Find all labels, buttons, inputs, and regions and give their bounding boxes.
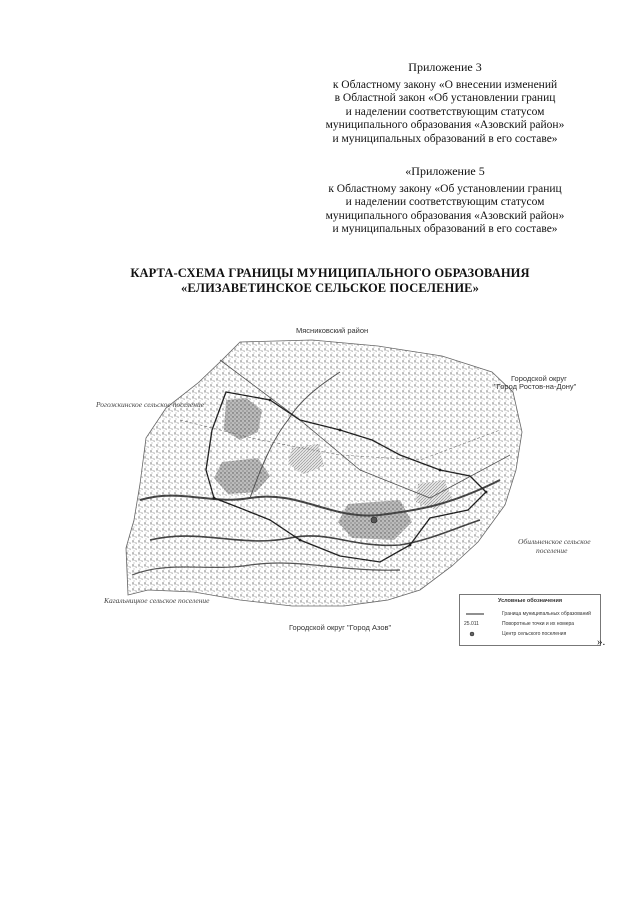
boundary-line-icon [464,610,486,618]
neighbor-southwest-label: Кагальницкое сельское поселение [104,596,210,605]
neighbor-north-label: Мясниковский район [296,326,369,335]
legend-title: Условные обозначения [498,598,563,604]
original-appendix-line: к Областному закону «Об установлении границ [328,182,562,195]
appendix-line: к Областному закону «О внесении изменений [332,78,558,91]
boundary-point [485,491,488,494]
neighbor-northeast-label-line1: Городской округ [511,374,567,383]
appendix-line: и наделении соответствующим статусом [345,105,545,118]
legend-item-label: Граница муниципальных образований [502,611,591,617]
neighbor-east-label-line1: Обильненское сельское [518,537,591,546]
original-appendix-line: и наделении соответствующим статусом [345,196,545,209]
boundary-point [213,497,216,500]
neighbor-south-label: Городской округ "Город Азов" [289,623,392,632]
appendix-title: Приложение 3 [408,60,482,74]
boundary-point [299,539,302,542]
neighbor-east-label-line2: поселение [536,546,568,555]
boundary-point [439,469,442,472]
original-appendix-title: «Приложение 5 [405,164,485,178]
boundary-point-icon: 25.011 [464,621,479,627]
map-title-line1: КАРТА-СХЕМА ГРАНИЦЫ МУНИЦИПАЛЬНОГО ОБРАЗОВАНИЯ [130,266,530,280]
settlement-center [371,517,377,523]
original-appendix-line: и муниципальных образований в его составе» [332,223,558,236]
map-legend [459,594,601,646]
neighbor-northeast-label-line2: "Город Ростов-на-Дону" [494,382,577,391]
legend-item [464,630,596,638]
boundary-point [339,429,342,432]
boundary-point [409,544,412,547]
appendix-line: и муниципальных образований в его составе» [332,132,558,145]
neighbor-west-label: Рогожкинское сельское поселение [96,400,205,409]
appendix-line: муниципального образования «Азовский район» [325,119,565,132]
map-title-line2: «ЕЛИЗАВЕТИНСКОЕ СЕЛЬСКОЕ ПОСЕЛЕНИЕ» [181,281,479,295]
legend-item-label: Центр сельского поселения [502,631,567,637]
settlement-center-icon [464,630,486,638]
legend-item [464,610,596,618]
closing-quote-mark: ». [597,636,606,648]
legend-item [464,620,596,628]
original-appendix-line: муниципального образования «Азовский район» [325,209,565,222]
boundary-point [269,399,272,402]
legend-item-label: Поворотные точки и их номера [502,621,575,627]
appendix-line: в Областной закон «Об установлении границ [334,92,556,105]
